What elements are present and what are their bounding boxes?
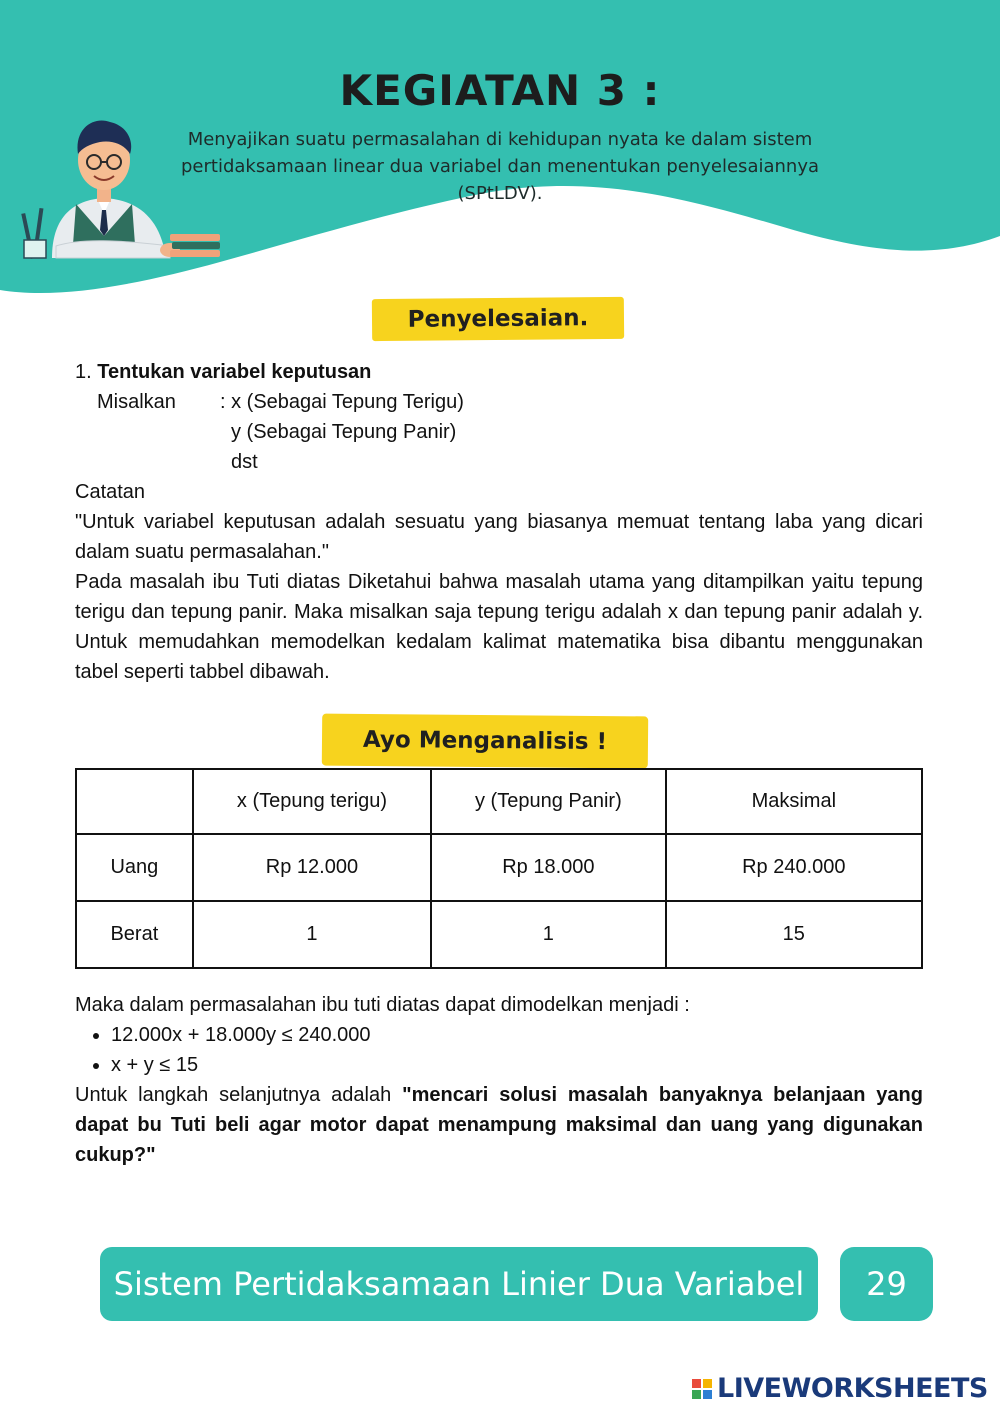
table-cell: 1 (431, 901, 665, 968)
table-header-cell: y (Tepung Panir) (431, 769, 665, 834)
table-row (76, 901, 922, 968)
variable-x: : x (Sebagai Tepung Terigu) (220, 391, 464, 413)
teacher-illustration (20, 118, 230, 268)
table-header-cell (76, 769, 193, 834)
catatan-quote: "Untuk variabel keputusan adalah sesuatu yang biasanya memuat tentang laba yang dicari dalam suatu permasalahan." (75, 511, 923, 563)
footer-title: Sistem Pertidaksamaan Linier Dua Variabel (100, 1247, 818, 1321)
catatan-paragraph: Pada masalah ibu Tuti diatas Diketahui bahwa masalah utama yang ditampilkan yaitu tepung terigu dan tepung panir. Maka misalkan saja tepung terigu adalah x dan tepung panir adalah y. Untuk memudahkan memodelkan kedalam kalimat matematika bisa dibantu menggunakan tabel seperti tabbel dibawah. (75, 571, 923, 683)
next-step-paragraph (75, 1080, 923, 1170)
catatan-label: Catatan (75, 481, 146, 503)
step-number: 1. (75, 361, 92, 383)
table-cell: Rp 240.000 (666, 834, 922, 901)
misalkan-label: Misalkan (97, 391, 176, 413)
liveworksheets-watermark (692, 1373, 988, 1404)
page-subtitle: Menyajikan suatu permasalahan di kehidupan nyata ke dalam sistem pertidaksamaan linear dua variabel dan menentukan penyelesaiannya (SPtLDV). (181, 129, 819, 204)
table-header-row (76, 769, 922, 834)
model-intro: Maka dalam permasalahan ibu tuti diatas dapat dimodelkan menjadi : (75, 994, 690, 1016)
step1-heading (75, 357, 923, 387)
variable-dst: dst (231, 451, 258, 473)
model-item: • 12.000x + 18.000y ≤ 240.000 (111, 1020, 923, 1050)
table-cell: 15 (666, 901, 922, 968)
page-title: KEGIATAN 3 : (339, 66, 661, 115)
table-row (76, 834, 922, 901)
page-number: 29 (840, 1247, 933, 1321)
table-cell: Berat (76, 901, 193, 968)
liveworksheets-logo-icon (692, 1379, 712, 1399)
variable-y: y (Sebagai Tepung Panir) (231, 421, 457, 443)
section-tag-penyelesaian: Penyelesaian. (372, 297, 624, 341)
table-cell: Rp 12.000 (193, 834, 431, 901)
next-step-question: "mencari solusi masalah banyaknya belanjaan yang dapat bu Tuti beli agar motor dapat menampung maksimal dan uang yang digunakan cukup?" (75, 1084, 923, 1166)
next-step-prefix: Untuk langkah selanjutnya adalah (75, 1084, 403, 1106)
table-cell: 1 (193, 901, 431, 968)
watermark-text: LIVEWORKSHEETS (717, 1373, 988, 1404)
misalkan-row (75, 387, 923, 417)
step1-section (75, 357, 923, 687)
table-cell: Uang (76, 834, 193, 901)
model-list (75, 1020, 923, 1080)
section-tag-ayo-menganalisis: Ayo Menganalisis ! (322, 714, 648, 769)
model-item: • x + y ≤ 15 (111, 1050, 923, 1080)
step-heading-text: Tentukan variabel keputusan (97, 361, 372, 383)
table-header-cell: Maksimal (666, 769, 922, 834)
table-header-cell: x (Tepung terigu) (193, 769, 431, 834)
table-cell: Rp 18.000 (431, 834, 665, 901)
model-section (75, 990, 923, 1170)
analysis-table (75, 768, 923, 969)
